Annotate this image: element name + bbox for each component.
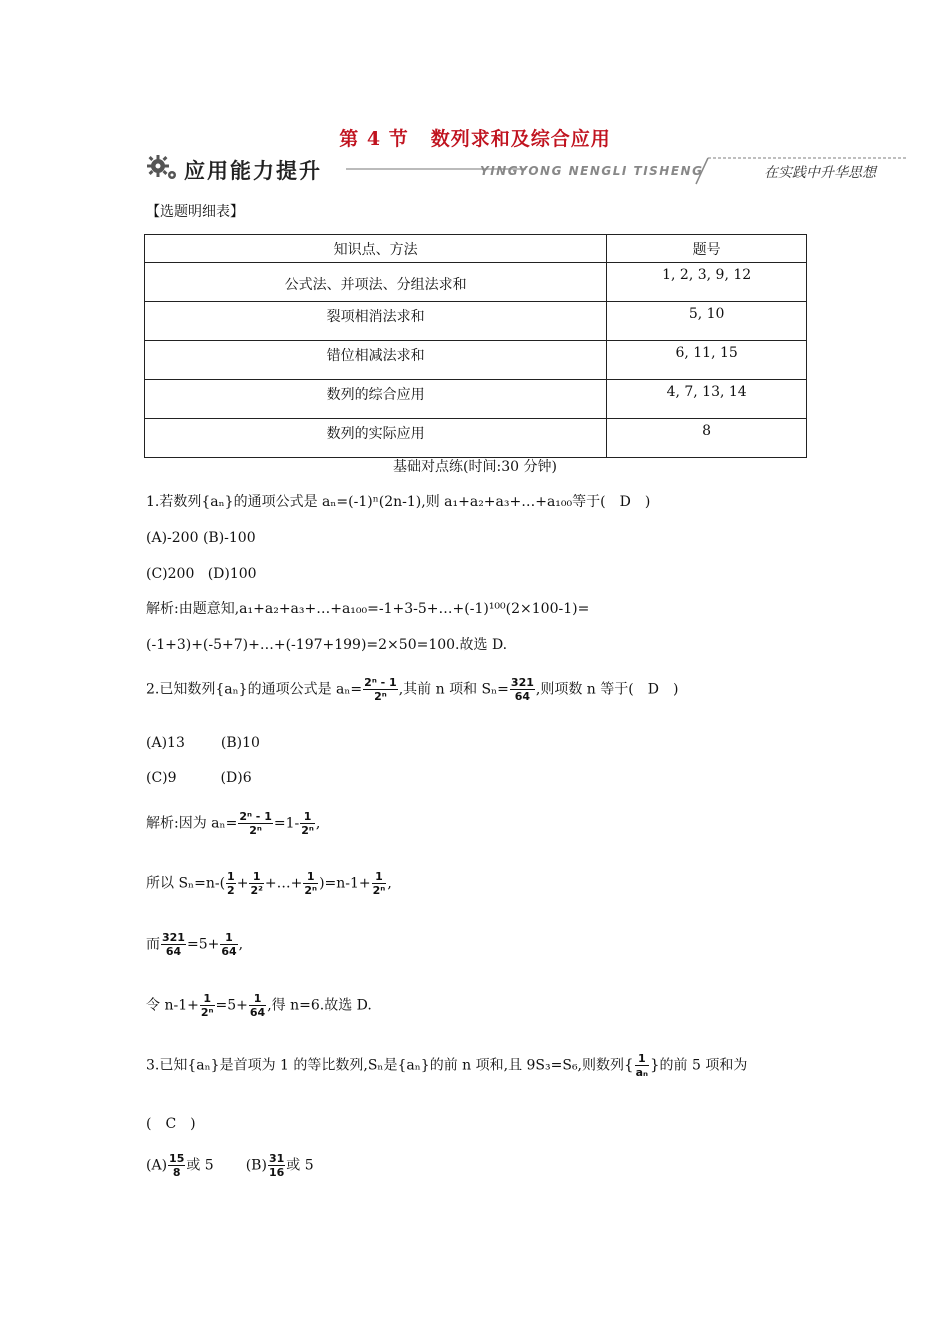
question-1-options-ab bbox=[146, 528, 256, 548]
table-cell: 裂项相消法求和 bbox=[145, 302, 607, 341]
table-cell: 1, 2, 3, 9, 12 bbox=[607, 263, 807, 302]
fraction bbox=[249, 870, 263, 897]
table-cell: 数列的实际应用 bbox=[145, 419, 607, 458]
fraction bbox=[249, 992, 266, 1019]
table-caption: 【选题明细表】 bbox=[146, 204, 244, 220]
denominator: 64 bbox=[514, 690, 531, 703]
numerator: 2ⁿ - 1 bbox=[364, 676, 397, 689]
stem-text: 的前 5 项和为 bbox=[659, 1057, 748, 1074]
banner-title: 应用能力提升 bbox=[184, 159, 322, 183]
table-row bbox=[145, 380, 807, 419]
numerator: 1 bbox=[249, 870, 263, 884]
option-d: (D)6 bbox=[220, 770, 252, 786]
numerator: 321 bbox=[510, 676, 534, 689]
table-cell: 公式法、并项法、分组法求和 bbox=[145, 263, 607, 302]
numerator: 1 bbox=[635, 1052, 649, 1066]
solution-text: ,得 n=6.故选 D. bbox=[267, 997, 372, 1014]
numerator: 1 bbox=[220, 931, 237, 945]
question-1-stem: 1.若数列{aₙ}的通项公式是 aₙ=(-1)ⁿ(2n-1),则 a₁+a₂+a₃+…+a₁₀₀等于( D ) bbox=[146, 494, 651, 510]
question-1-options-cd bbox=[146, 564, 257, 584]
table-cell: 数列的综合应用 bbox=[145, 380, 607, 419]
fraction bbox=[268, 1152, 285, 1179]
section-banner bbox=[146, 152, 912, 188]
operator: +…+ bbox=[264, 875, 303, 892]
stem-text: 3.已知{aₙ}是首项为 1 的等比数列,Sₙ是{aₙ}的前 n 项和,且 9S₃=S₆,则数列 bbox=[146, 1057, 625, 1074]
option-a-text: 或 5 bbox=[186, 1157, 214, 1174]
operator: + bbox=[236, 875, 249, 892]
fraction-an bbox=[363, 676, 398, 703]
stem-text: ,则项数 n 等于( D ) bbox=[535, 681, 679, 698]
table-cell: 错位相减法求和 bbox=[145, 341, 607, 380]
stem-text: ,其前 n 项和 Sₙ= bbox=[398, 681, 509, 698]
fraction-sn bbox=[510, 676, 535, 703]
denominator: aₙ bbox=[635, 1066, 648, 1079]
solution-text: 令 n-1+ bbox=[146, 997, 199, 1014]
option-a: (A) bbox=[146, 1157, 168, 1174]
fraction bbox=[372, 870, 387, 897]
numerator: 1 bbox=[300, 810, 315, 824]
question-2-solution-line-2 bbox=[146, 870, 392, 897]
denominator: 2ⁿ bbox=[249, 824, 262, 837]
table-header: 知识点、方法 bbox=[145, 235, 607, 263]
option-b: (B)10 bbox=[220, 735, 260, 751]
table-row bbox=[145, 419, 807, 458]
question-3-stem: 3.已知{aₙ}是首项为 1 的等比数列,Sₙ是{aₙ}的前 n 项和,且 9S₃=S₆,则数列{ $\frac{1}{\text{aₙ}}$ }的前 5 项和为 bbox=[146, 1052, 748, 1079]
option-b-text: 或 5 bbox=[286, 1157, 314, 1174]
table-row bbox=[145, 341, 807, 380]
solution-text: , bbox=[238, 936, 244, 953]
fraction bbox=[238, 810, 273, 837]
table-header-row bbox=[145, 235, 807, 263]
solution-text: )=n-1+ bbox=[319, 875, 371, 892]
question-3-answer: ( C ) bbox=[146, 1116, 196, 1132]
stem-text: 2.已知数列{aₙ}的通项公式是 aₙ= bbox=[146, 681, 363, 698]
denominator: 2ⁿ bbox=[374, 690, 387, 703]
numerator: 1 bbox=[303, 870, 318, 884]
fraction bbox=[220, 931, 237, 958]
denominator: 2 bbox=[227, 884, 235, 897]
option-a: (A)13 bbox=[146, 735, 185, 751]
gear-icon bbox=[146, 154, 180, 182]
question-2-options-cd bbox=[146, 768, 252, 788]
option-c: (C)200 bbox=[146, 566, 195, 582]
numerator: 1 bbox=[372, 870, 387, 884]
question-3-options-ab bbox=[146, 1152, 314, 1179]
numerator: 31 bbox=[268, 1152, 285, 1165]
question-2-solution-line-3 bbox=[146, 931, 243, 958]
fraction bbox=[161, 931, 186, 958]
table-header: 题号 bbox=[607, 235, 807, 263]
denominator: 16 bbox=[268, 1166, 285, 1179]
denominator: 8 bbox=[172, 1166, 181, 1179]
question-2-stem bbox=[146, 676, 678, 703]
fraction bbox=[200, 992, 215, 1019]
fraction bbox=[226, 870, 236, 897]
table-cell: 6, 11, 15 bbox=[607, 341, 807, 380]
question-1-solution-line-2: (-1+3)+(-5+7)+…+(-197+199)=2×50=100.故选 D. bbox=[146, 637, 508, 653]
table-cell: 8 bbox=[607, 419, 807, 458]
fraction bbox=[300, 810, 315, 837]
denominator: 64 bbox=[221, 945, 237, 958]
question-2-options-ab bbox=[146, 733, 260, 753]
denominator: 2ⁿ bbox=[200, 1006, 214, 1019]
numerator: 1 bbox=[200, 992, 215, 1006]
fraction bbox=[168, 1152, 185, 1179]
question-2-solution-line-4 bbox=[146, 992, 372, 1019]
denominator: 64 bbox=[165, 945, 182, 958]
section-topic: 数列求和及综合应用 bbox=[430, 128, 611, 150]
solution-text: =5+ bbox=[215, 997, 248, 1014]
denominator: 2ⁿ bbox=[301, 824, 314, 837]
question-2-solution-line-1 bbox=[146, 810, 320, 837]
solution-text: =5+ bbox=[186, 936, 220, 953]
option-a: (A)-200 bbox=[146, 530, 199, 546]
solution-text: 解析:因为 aₙ= bbox=[146, 815, 238, 832]
option-c: (C)9 bbox=[146, 770, 177, 786]
solution-text: 所以 Sₙ=n-( bbox=[146, 875, 226, 892]
solution-text: , bbox=[315, 815, 321, 832]
fraction bbox=[303, 870, 318, 897]
solution-text: =1- bbox=[273, 815, 300, 832]
denominator: 2ⁿ bbox=[304, 884, 318, 897]
solution-text: 而 bbox=[146, 936, 160, 953]
numerator: 15 bbox=[169, 1152, 185, 1165]
table-cell: 5, 10 bbox=[607, 302, 807, 341]
table-cell: 4, 7, 13, 14 bbox=[607, 380, 807, 419]
banner-slogan: 在实践中升华思想 bbox=[764, 165, 876, 181]
numerator: 2ⁿ - 1 bbox=[239, 810, 272, 823]
fraction bbox=[635, 1052, 649, 1079]
option-d: (D)100 bbox=[207, 566, 257, 582]
question-1-solution-line-1: 解析:由题意知,a₁+a₂+a₃+…+a₁₀₀=-1+3-5+…+(-1)¹⁰⁰(2×100-1)= bbox=[146, 601, 590, 617]
denominator: 64 bbox=[249, 1006, 266, 1019]
solution-text: , bbox=[387, 875, 392, 892]
practice-heading: 基础对点练(时间:30 分钟) bbox=[393, 459, 557, 475]
option-b: (B) bbox=[245, 1157, 267, 1174]
page-title bbox=[0, 124, 950, 151]
denominator: 2ⁿ bbox=[372, 884, 386, 897]
banner-pinyin: YINGYONG NENGLI TISHENG bbox=[480, 164, 704, 178]
section-number: 第 4 节 bbox=[339, 128, 409, 150]
option-b: (B)-100 bbox=[202, 530, 256, 546]
numerator: 1 bbox=[227, 870, 235, 883]
numerator: 321 bbox=[162, 931, 185, 944]
numerator: 1 bbox=[249, 992, 266, 1006]
table-row bbox=[145, 263, 807, 302]
topic-table bbox=[144, 234, 807, 458]
denominator: 2² bbox=[250, 884, 263, 897]
table-row bbox=[145, 302, 807, 341]
